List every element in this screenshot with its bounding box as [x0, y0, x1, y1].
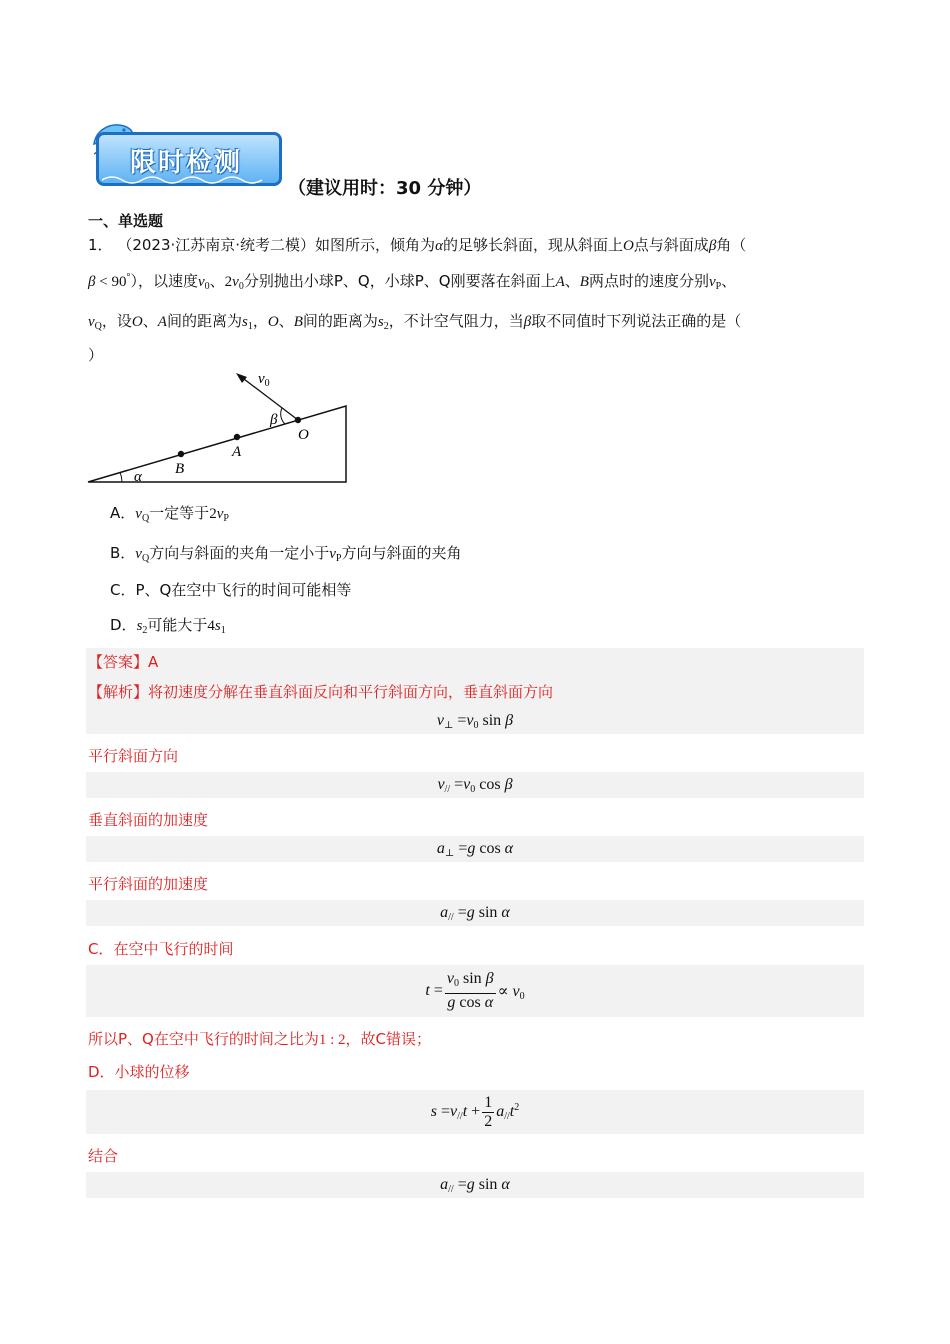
perp-acc-label: 垂直斜面的加速度	[88, 811, 209, 829]
point-o: O	[131, 314, 143, 330]
point-a: A	[157, 314, 167, 330]
text: ，	[252, 312, 268, 330]
text: 、	[564, 272, 580, 290]
text: ，不计空气阻力，当	[388, 312, 524, 330]
eq-a-perp: $a_\perp =g$ cos α	[86, 836, 864, 862]
option-text: P、Q在空中飞行的时间可能相等	[135, 581, 352, 599]
question-line-2	[88, 270, 736, 292]
combine-label: 结合	[88, 1147, 119, 1165]
question-source: （2023·江苏南京·统考二模）	[117, 236, 316, 254]
question-number: 1．	[88, 236, 113, 254]
v0-symbol: $v_0$	[197, 274, 210, 292]
incline-triangle	[88, 406, 346, 482]
s1-symbol: $s_1$	[241, 314, 253, 332]
c-time-label: C．在空中飞行的时间	[88, 940, 234, 958]
eq-v-perp: $v_\perp =v_0$ sin β	[436, 711, 514, 731]
beta-symbol: β	[523, 314, 532, 330]
label-a: A	[232, 444, 242, 460]
option-text: 一定等于	[149, 504, 210, 522]
ratio-line	[88, 1028, 431, 1049]
text: 如图所示，倾角为	[315, 236, 436, 254]
answer-value: A	[148, 653, 159, 671]
point-a-dot	[234, 434, 240, 440]
question-line-3	[88, 310, 741, 332]
point-a: A	[555, 274, 565, 290]
2vp-symbol: $2v_P$	[209, 506, 229, 524]
text: 、	[142, 312, 158, 330]
eq-displacement: $s =v_{//}t$ + $\frac{1}{2}$ $a_{//}t^2$	[86, 1090, 864, 1134]
beta-symbol: β	[708, 238, 717, 254]
section-badge	[90, 118, 284, 190]
option-letter: C．	[110, 581, 136, 599]
alpha-arc	[120, 472, 122, 482]
badge-title: 限时检测	[130, 148, 243, 178]
parallel-direction-label: 平行斜面方向	[88, 747, 179, 765]
option-d[interactable]	[110, 614, 226, 636]
analysis-line	[88, 681, 553, 702]
label-alpha: α	[134, 469, 142, 485]
eq-a-parallel-2: $a_{//} =g$ sin α	[86, 1172, 864, 1198]
balls: P、Q	[333, 272, 370, 290]
section-title: 一、单选题	[88, 212, 164, 230]
text: 的足够长斜面，现从斜面上	[442, 236, 623, 254]
2v0-symbol: $2v_0$	[224, 274, 244, 292]
point-o-dot	[295, 417, 301, 423]
text: 角（	[716, 236, 747, 254]
text: 间的距离为	[166, 312, 242, 330]
suggested-time: （建议用时：30 分钟）	[288, 178, 482, 199]
vq-symbol: $v_Q$	[135, 546, 150, 564]
label-v0: $v_0$	[258, 371, 270, 389]
point-b: B	[293, 314, 303, 330]
d-displacement-label: D．小球的位移	[88, 1063, 190, 1081]
vp-symbol: $v_P$	[708, 274, 722, 292]
text: ，小球	[369, 272, 415, 290]
v0-arrowhead	[236, 373, 247, 383]
point-o: O	[622, 238, 634, 254]
option-letter: D．	[110, 616, 137, 634]
point-b-dot	[178, 451, 184, 457]
analysis-label: 【解析】	[88, 683, 149, 701]
option-text: 可能大于	[147, 616, 208, 634]
wave-decoration	[102, 174, 272, 184]
text: ，设	[101, 312, 132, 330]
vq-symbol: $v_Q$	[88, 314, 102, 332]
label-b: B	[175, 461, 185, 477]
s2-symbol: $s_2$	[377, 314, 389, 332]
text: 分别抛出小球	[243, 272, 334, 290]
text: 、	[278, 312, 294, 330]
answer-line	[88, 651, 158, 672]
ratio-value: 1 : 2	[318, 1032, 346, 1048]
option-c[interactable]	[110, 579, 351, 600]
option-letter: B．	[110, 544, 136, 562]
beta-condition: β < 90°	[88, 272, 131, 290]
text: 刚要落在斜面上	[450, 272, 556, 290]
text: 、	[721, 272, 737, 290]
text: 点与斜面成	[633, 236, 709, 254]
option-a[interactable]	[110, 502, 229, 524]
label-beta: β	[270, 412, 278, 428]
balls: P、Q	[414, 272, 451, 290]
option-text: 方向与斜面的夹角一定小于	[149, 544, 330, 562]
text: 间的距离为	[302, 312, 378, 330]
option-b[interactable]	[110, 542, 461, 564]
point-o: O	[267, 314, 279, 330]
text: 两点时的速度分别	[588, 272, 709, 290]
incline-figure	[86, 368, 356, 490]
question-line-1	[88, 234, 746, 255]
option-letter: A．	[110, 504, 136, 522]
point-b: B	[579, 274, 589, 290]
eq-time: t = $\frac{v_0 \sin \beta}{\text{g cos α}}$ ∝ $v_0$	[86, 965, 864, 1017]
option-text: 方向与斜面的夹角	[341, 544, 462, 562]
answer-label: 【答案】	[88, 653, 149, 671]
parallel-acc-label: 平行斜面的加速度	[88, 875, 209, 893]
eq-a-parallel: $a_{//} =g$ sin α	[86, 900, 864, 926]
vq-symbol: $v_Q$	[135, 506, 150, 524]
text: 、	[209, 272, 225, 290]
text: 取不同值时下列说法正确的是（	[531, 312, 742, 330]
s2-symbol: $s_2$	[136, 618, 148, 636]
ratio-text: ，故C错误；	[345, 1030, 432, 1048]
4s1-symbol: $4s_1$	[207, 618, 226, 636]
analysis-text: 将初速度分解在垂直斜面反向和平行斜面方向，垂直斜面方向	[148, 683, 554, 701]
alpha-symbol: α	[435, 238, 443, 254]
eq-v-parallel: $v_{//} =v_0$ cos β	[86, 772, 864, 798]
question-line-4: ）	[88, 346, 104, 364]
vp-symbol: $v_P$	[329, 546, 342, 564]
ratio-text: 所以P、Q在空中飞行的时间之比为	[88, 1030, 319, 1048]
label-o: O	[298, 427, 309, 443]
text: ），以速度	[130, 272, 198, 290]
